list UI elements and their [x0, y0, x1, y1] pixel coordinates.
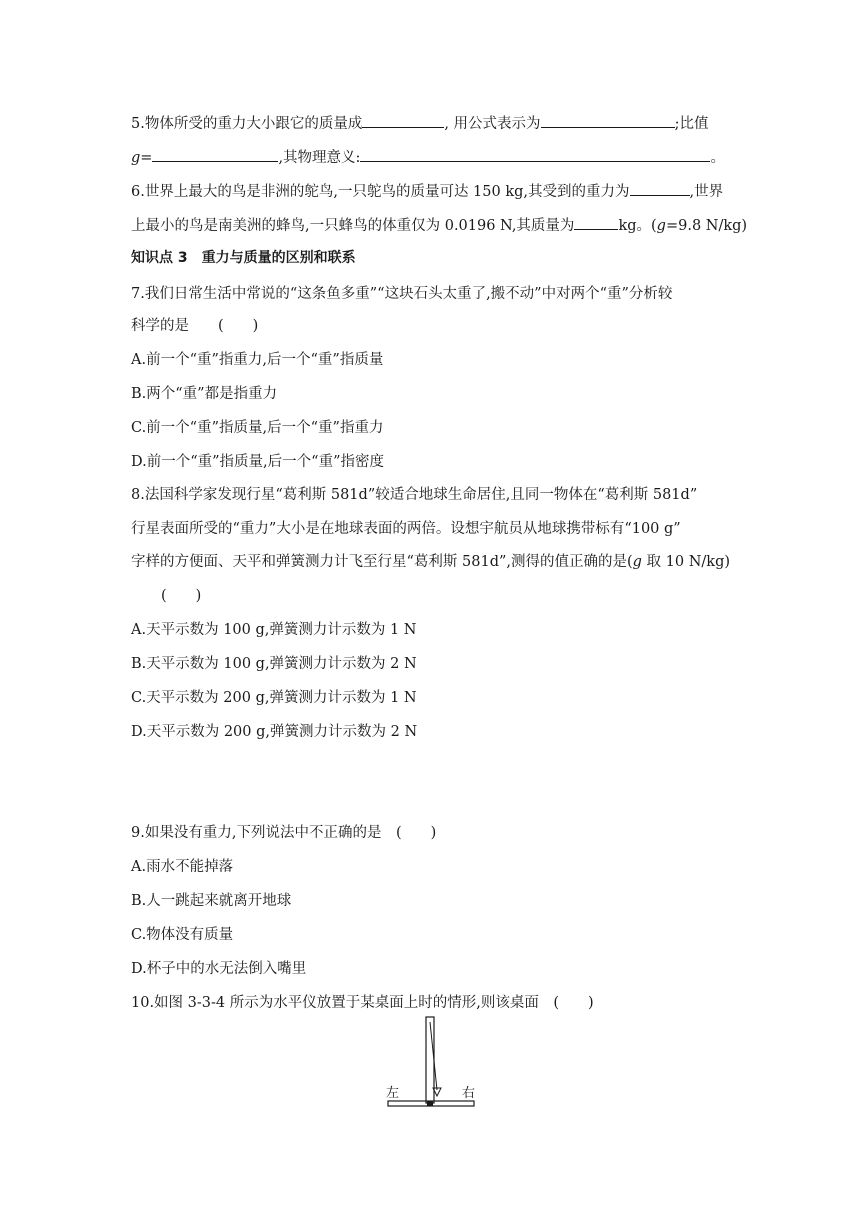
q6-g-symbol: g [656, 218, 666, 234]
q5-text-a: 5.物体所受的重力大小跟它的质量成 [131, 116, 363, 132]
q8-stem-3-b: 取 10 N/kg) [641, 554, 731, 570]
q5-blank-2[interactable] [541, 112, 675, 128]
q5-text-f: 。 [710, 150, 725, 166]
q5-blank-3[interactable] [152, 146, 278, 162]
q7-option-b[interactable]: B.两个“重”都是指重力 [131, 386, 278, 402]
q6-text-d: kg。( [618, 218, 657, 234]
frame-base [427, 1101, 433, 1106]
q8-option-d[interactable]: D.天平示数为 200 g,弹簧测力计示数为 2 N [131, 724, 418, 740]
q9-option-c[interactable]: C.物体没有质量 [131, 927, 234, 943]
q7-option-a[interactable]: A.前一个“重”指重力,后一个“重”指质量 [131, 352, 384, 368]
q8-g-symbol: g [632, 554, 642, 570]
level-instrument-figure [380, 1012, 490, 1112]
q6-blank-2[interactable] [574, 214, 618, 230]
q5-line-2 [131, 146, 725, 168]
q6-text-b: ,世界 [689, 184, 724, 200]
q6-text-c: 上最小的鸟是南美洲的蜂鸟,一只蜂鸟的体重仅为 0.0196 N,其质量为 [131, 218, 575, 234]
q8-stem-2: 行星表面所受的“重力”大小是在地球表面的两倍。设想宇航员从地球携带标有“100 g” [131, 521, 681, 537]
q9-option-b[interactable]: B.人一跳起来就离开地球 [131, 893, 292, 909]
q9-stem: 9.如果没有重力,下列说法中不正确的是 ( ) [131, 825, 437, 841]
q6-line-1 [131, 180, 723, 202]
q7-option-c[interactable]: C.前一个“重”指质量,后一个“重”指重力 [131, 420, 384, 436]
q5-blank-1[interactable] [362, 112, 444, 128]
q5-line-1 [131, 112, 708, 134]
q9-option-a[interactable]: A.雨水不能掉落 [131, 859, 234, 875]
q7-option-d[interactable]: D.前一个“重”指质量,后一个“重”指密度 [131, 454, 384, 470]
q8-stem-1: 8.法国科学家发现行星“葛利斯 581d”较适合地球生命居住,且同一物体在“葛利斯 581d” [131, 487, 698, 503]
q10-stem: 10.如图 3-3-4 所示为水平仪放置于某桌面上时的情形,则该桌面 ( ) [131, 995, 594, 1011]
q6-line-2 [131, 214, 747, 236]
q5-text-b: , 用公式表示为 [444, 116, 541, 132]
q8-stem-3-a: 字样的方便面、天平和弹簧测力计飞至行星“葛利斯 581d”,测得的值正确的是( [131, 554, 633, 570]
q5-g-symbol: g [131, 150, 141, 166]
q5-text-c: ;比值 [674, 116, 709, 132]
q6-text-a: 6.世界上最大的鸟是非洲的鸵鸟,一只鸵鸟的质量可达 150 kg,其受到的重力为 [131, 184, 630, 200]
q9-option-d[interactable]: D.杯子中的水无法倒入嘴里 [131, 961, 307, 977]
q8-option-b[interactable]: B.天平示数为 100 g,弹簧测力计示数为 2 N [131, 656, 417, 672]
q8-option-c[interactable]: C.天平示数为 200 g,弹簧测力计示数为 1 N [131, 690, 417, 706]
q6-text-e: =9.8 N/kg) [665, 218, 748, 234]
q5-blank-4[interactable] [360, 146, 710, 162]
q6-blank-1[interactable] [630, 180, 690, 196]
section-3-title: 知识点 3 重力与质量的区别和联系 [131, 250, 356, 266]
q7-stem-1: 7.我们日常生活中常说的“这条鱼多重”“这块石头太重了,搬不动”中对两个“重”分析较 [131, 286, 673, 302]
level-frame [426, 1017, 434, 1103]
right-label: 右 [462, 1086, 476, 1101]
q5-text-e: ,其物理意义: [278, 150, 361, 166]
q7-stem-2: 科学的是 ( ) [131, 318, 259, 334]
q5-text-d: = [140, 150, 153, 166]
left-label: 左 [386, 1086, 400, 1101]
q8-answer-paren: ( ) [161, 588, 202, 604]
q8-option-a[interactable]: A.天平示数为 100 g,弹簧测力计示数为 1 N [131, 622, 417, 638]
q8-stem-3 [131, 552, 730, 572]
